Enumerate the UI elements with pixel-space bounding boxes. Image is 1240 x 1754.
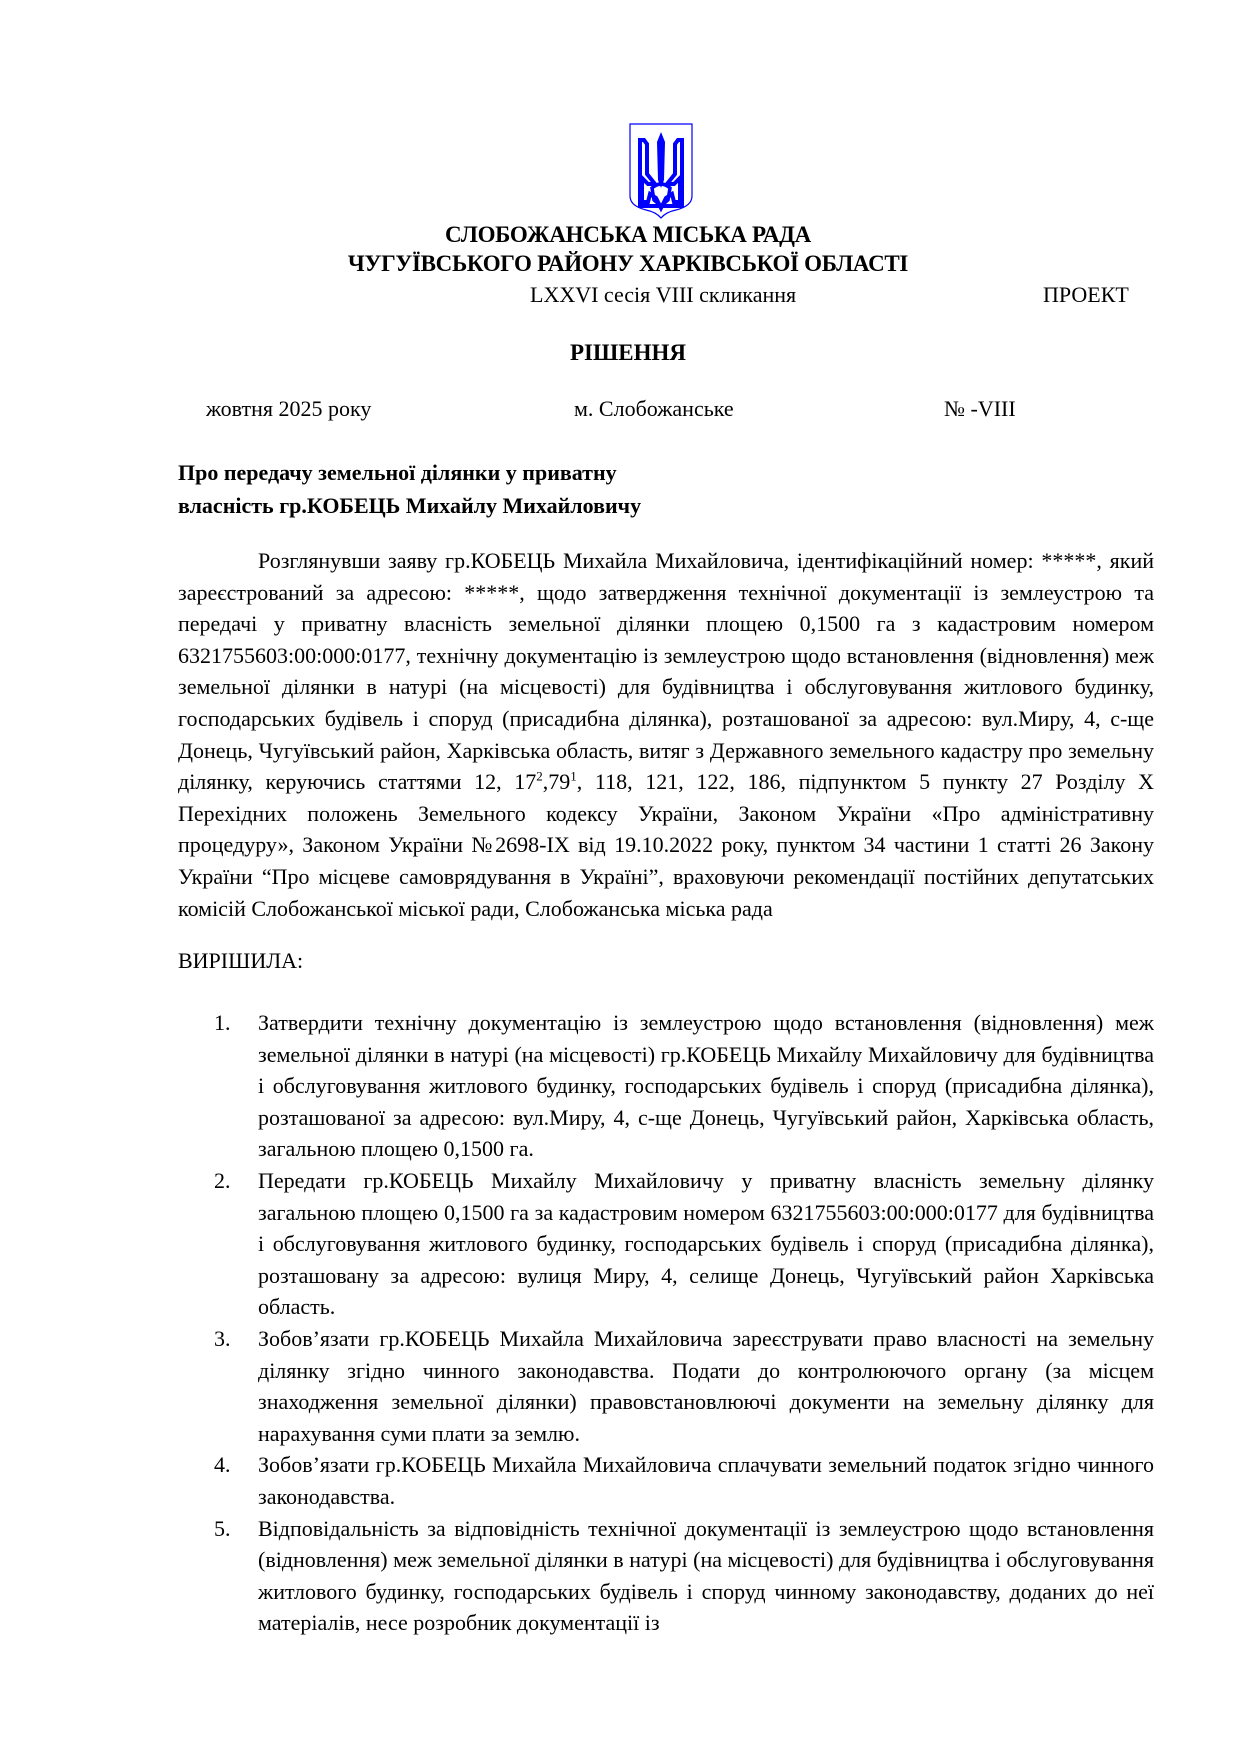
decision-item xyxy=(178,1513,1154,1639)
district-name: ЧУГУЇВСЬКОГО РАЙОНУ ХАРКІВСЬКОЇ ОБЛАСТІ xyxy=(347,251,909,276)
document-subject xyxy=(178,456,641,522)
item-number: 2. xyxy=(214,1167,231,1193)
subject-line-2: власність гр.КОБЕЦЬ Михайлу Михайловичу xyxy=(178,493,642,518)
item-text: Затвердити технічну документацію із землеустрою щодо встановлення (відновлення) меж земельної ділянки в натурі (на місцевості) гр.КОБЕЦЬ Михайлу Михайловичу для будівництва і обслуговування житлового будинку, господарських будівель і споруд (присадибна ділянка), розташованої за адресою: вул.Миру, 4, с-ще Донець, Чугуївський район, Харківська область, загальною площею 0,1500 га. xyxy=(258,1010,1154,1162)
document-type: РІШЕННЯ xyxy=(570,340,686,365)
item-text: Відповідальність за відповідність технічної документації із землеустрою щодо встановлення (відновлення) меж земельної ділянки в натурі (на місцевості) для будівництва і обслуговування житлового будинку, господарських будівель і споруд чинному законодавству, доданих до неї матеріалів, несе розробник документації із xyxy=(258,1515,1154,1636)
preamble-paragraph xyxy=(178,545,1154,924)
item-number: 5. xyxy=(214,1515,231,1541)
superscript: 2 xyxy=(536,768,543,784)
council-name: СЛОБОЖАНСЬКА МІСЬКА РАДА xyxy=(445,222,811,247)
document-number: № -VIII xyxy=(944,396,1016,421)
decision-items xyxy=(178,1007,1154,1639)
superscript: 1 xyxy=(570,768,577,784)
preamble-part-1: Розглянувши заяву гр.КОБЕЦЬ Михайла Михайловича, ідентифікаційний номер: *****, який зареєстрований за адресою: *****, щодо затвердження технічної документації із землеустрою та передачі у приватну власність земельної ділянки площею 0,1500 га з кадастровим номером 6321755603:00:000:0177, технічну документацію із землеустрою щодо встановлення (відновлення) меж земельної ділянки в натурі (на місцевості) для будівництва і обслуговування житлового будинку, господарських будівель і споруд (присадибна ділянка), розташованої за адресою: вул.Миру, 4, с-ще Донець, Чугуївський район, Харківська область, витяг з Державного земельного кадастру про земельну ділянку, керуючись статтями 12, 17 xyxy=(178,548,1154,795)
item-number: 4. xyxy=(214,1452,231,1478)
item-text: Передати гр.КОБЕЦЬ Михайлу Михайловичу у приватну власність земельну ділянку загальною площею 0,1500 га за кадастровим номером 6321755603:00:000:0177 для будівництва і обслуговування житлового будинку, господарських будівель і споруд (присадибна ділянка), розташовану за адресою: вулиця Миру, 4, селище Донець, Чугуївський район Харківська область. xyxy=(258,1167,1154,1320)
coat-of-arms-icon xyxy=(628,122,694,220)
session-info: LXXVI сесія VIII скликання xyxy=(530,282,797,307)
decision-item xyxy=(178,1165,1154,1323)
preamble-part-3: , 118, 121, 122, 186, підпунктом 5 пункту 27 Розділу X Перехідних положень Земельного кодексу України, Законом України «Про адміністративну процедуру», Законом України №2698-IX від 19.10.2022 року, пунктом 34 частини 1 статті 26 Закону України “Про місцеве самоврядування в Україні”, враховуючи рекомендації постійних депутатських комісій Слобожанської міської ради, Слобожанська міська рада xyxy=(178,769,1154,921)
subject-line-1: Про передачу земельної ділянки у приватну xyxy=(178,460,617,485)
item-text: Зобов’язати гр.КОБЕЦЬ Михайла Михайловича зареєструвати право власності на земельну ділянку згідно чинного законодавства. Подати до контролюючого органу (за місцем знаходження земельної ділянки) правовстановлюючі документи на земельну ділянку для нарахування суми плати за землю. xyxy=(258,1325,1154,1446)
item-number: 1. xyxy=(214,1010,231,1035)
item-text: Зобов’язати гр.КОБЕЦЬ Михайла Михайловича сплачувати земельний податок згідно чинного законодавства. xyxy=(258,1452,1154,1509)
decision-item xyxy=(178,1323,1154,1449)
document-city: м. Слобожанське xyxy=(574,396,734,421)
item-number: 3. xyxy=(214,1325,231,1351)
preamble-part-2: ,79 xyxy=(542,769,571,795)
document-date: жовтня 2025 року xyxy=(206,396,372,421)
decision-item xyxy=(178,1449,1154,1512)
decision-item xyxy=(178,1007,1154,1165)
resolved-label: ВИРІШИЛА: xyxy=(178,948,304,973)
draft-status: ПРОЕКТ xyxy=(1043,282,1129,307)
